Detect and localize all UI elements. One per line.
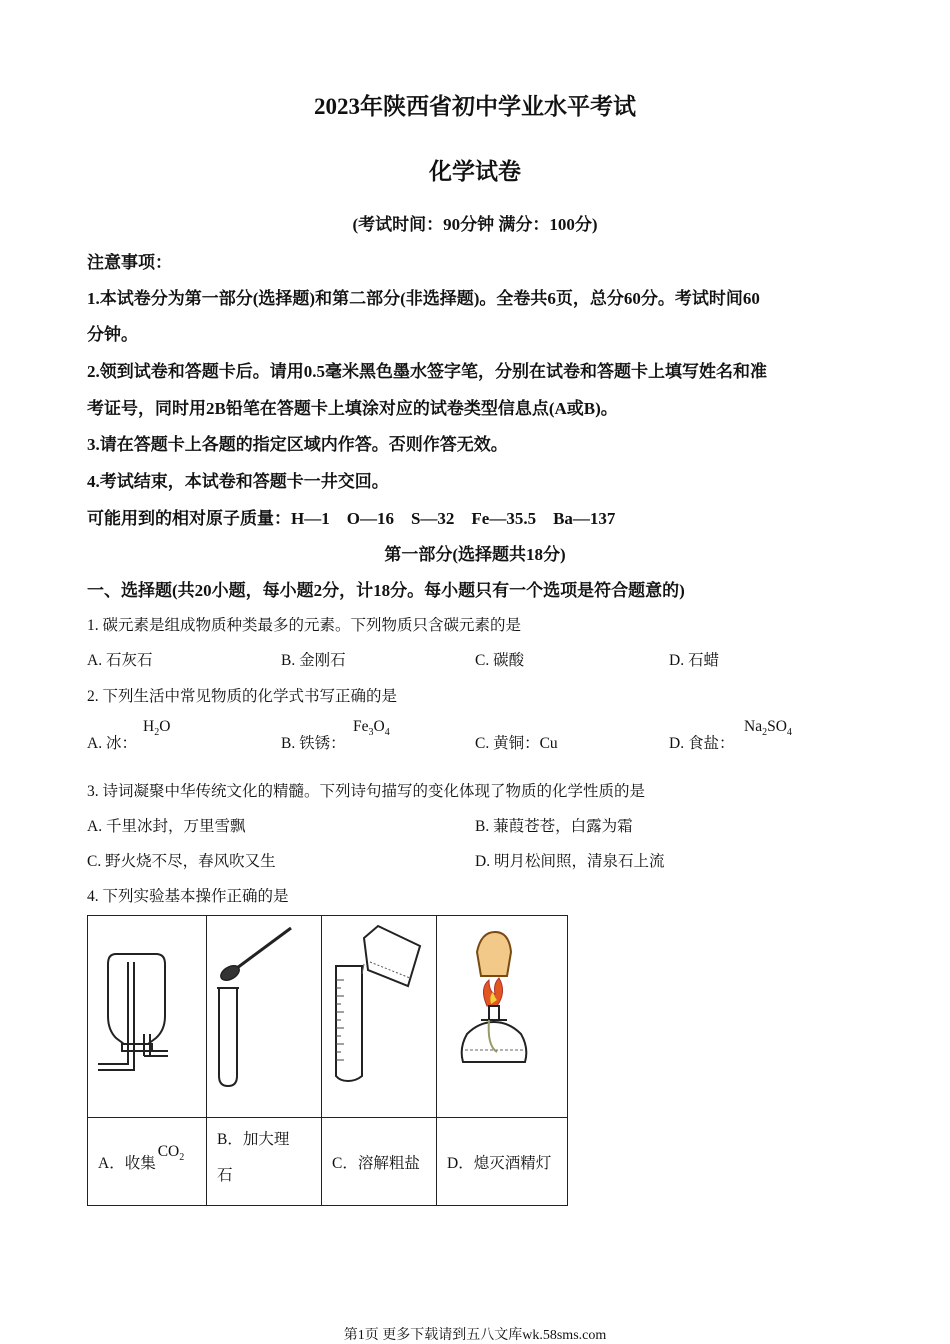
atomic-masses: 可能用到的相对原子质量：H—1 O—16 S—32 Fe—35.5 Ba—137	[87, 509, 616, 528]
q1-option-a: A. 石灰石	[87, 652, 153, 669]
notes-heading: 注意事项：	[87, 253, 172, 272]
q2-option-c: C. 黄铜：Cu	[475, 735, 558, 752]
q1-option-b: B. 金刚石	[281, 652, 346, 669]
exam-info: (考试时间：90分钟 满分：100分)	[352, 215, 598, 234]
note-line: 3.请在答题卡上各题的指定区域内作答。否则作答无效。	[87, 435, 508, 454]
q3-option-c: C. 野火烧不尽，春风吹又生	[87, 853, 276, 870]
question-4-stem: 4. 下列实验基本操作正确的是	[87, 888, 289, 905]
question-3-stem: 3. 诗词凝聚中华传统文化的精髓。下列诗句描写的变化体现了物质的化学性质的是	[87, 783, 646, 800]
subject-title: 化学试卷	[429, 159, 521, 184]
page-footer: 第1页 更多下载请到五八文库wk.58sms.com	[343, 1328, 607, 1343]
q2-formula-b: $Fe_3O_4$	[353, 718, 390, 738]
q2-formula-d: $Na_2SO_4$	[744, 718, 792, 738]
question-1-stem: 1. 碳元素是组成物质种类最多的元素。下列物质只含碳元素的是	[87, 617, 522, 634]
q4-image-b	[207, 916, 322, 1118]
spoon-test-tube-icon	[207, 916, 321, 1112]
note-line: 考证号，同时用2B铅笔在答题卡上填涂对应的试卷类型信息点(A或B)。	[87, 399, 618, 418]
q3-option-b: B. 蒹葭苍苍，白露为霜	[475, 818, 633, 835]
q1-option-d: D. 石蜡	[669, 652, 719, 669]
graduated-cylinder-icon	[322, 916, 436, 1112]
q4-image-c	[322, 916, 437, 1118]
note-line: 2.领到试卷和答题卡后。请用0.5毫米黑色墨水签字笔，分别在试卷和答题卡上填写姓名和准	[87, 362, 767, 381]
q4-image-d	[437, 916, 568, 1118]
note-line: 1.本试卷分为第一部分(选择题)和第二部分(非选择题)。全卷共6页，总分60分。考试时间60	[87, 289, 760, 308]
note-line: 4.考试结束，本试卷和答题卡一井交回。	[87, 472, 389, 491]
q2-option-d: D. 食盐：	[669, 735, 735, 752]
q2-option-a: A. 冰：	[87, 735, 137, 752]
alcohol-lamp-icon	[437, 916, 567, 1112]
q2-formula-a: $H_2O$	[143, 718, 171, 738]
q1-option-c: C. 碳酸	[475, 652, 525, 669]
q2-option-b: B. 铁锈：	[281, 735, 346, 752]
q4-image-a	[88, 916, 207, 1118]
note-line: 分钟。	[87, 325, 138, 344]
q4-option-b: B．加大理 石	[207, 1118, 322, 1206]
q4-option-d: D．熄灭酒精灯	[437, 1118, 568, 1206]
question-2-stem: 2. 下列生活中常见物质的化学式书写正确的是	[87, 688, 398, 705]
gas-collection-bottle-icon	[88, 916, 206, 1112]
q3-option-a: A. 千里冰封，万里雪飘	[87, 818, 246, 835]
part1-heading: 第一部分(选择题共18分)	[384, 545, 566, 564]
section-heading: 一、选择题(共20小题，每小题2分，计18分。每小题只有一个选项是符合题意的)	[87, 581, 685, 600]
q3-option-d: D. 明月松间照，清泉石上流	[475, 853, 665, 870]
q4-formula-co2: $CO_2$	[157, 1142, 185, 1163]
exam-title: 2023年陕西省初中学业水平考试	[314, 94, 636, 119]
q4-options-table	[87, 915, 568, 1206]
q4-option-c: C．溶解粗盐	[322, 1118, 437, 1206]
q4-option-a: A．收集$CO_2$	[88, 1118, 207, 1206]
